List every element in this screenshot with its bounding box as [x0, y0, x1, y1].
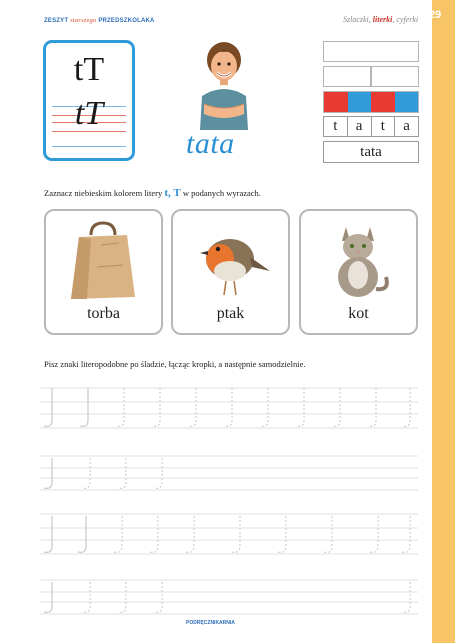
- letter-script: tT: [74, 95, 104, 132]
- guide-line: [52, 146, 126, 147]
- father-illustration: [190, 38, 258, 134]
- letter-cell: a: [403, 118, 410, 134]
- hero-word: tata: [186, 127, 235, 160]
- task-instruction: Pisz znaki literopodobne po śladzie, łącząc kropki, a następnie samodzielnie.: [44, 359, 306, 369]
- sound-cell: [395, 92, 419, 112]
- paper-bag-icon: [61, 219, 146, 301]
- word-box: tata: [323, 141, 419, 163]
- page-side-strip: [432, 0, 455, 643]
- publisher-logo: PODRĘCZNIKARNIA: [186, 620, 235, 626]
- picture-label: kot: [348, 305, 369, 322]
- tracing-area[interactable]: [40, 380, 420, 620]
- picture-label: torba: [87, 305, 120, 322]
- letters-row: [323, 116, 419, 137]
- letter-cell: t: [372, 117, 396, 136]
- picture-card[interactable]: [299, 209, 418, 335]
- letter-cell: t: [324, 117, 348, 136]
- letter-card: [43, 40, 135, 161]
- book-subtitle: Szlaczki, literki, cyferki: [343, 15, 419, 24]
- sound-cell: [348, 92, 372, 112]
- page-number: 29: [429, 9, 442, 21]
- sound-cell: [324, 92, 348, 112]
- picture-card[interactable]: [44, 209, 163, 335]
- answer-box[interactable]: [323, 41, 419, 62]
- cat-icon: [316, 219, 401, 301]
- sound-cell: [371, 92, 395, 112]
- picture-label: ptak: [216, 305, 245, 322]
- series-title: ZESZYT starszego PRZEDSZKOLAKA: [44, 17, 155, 24]
- letter-print: tT: [73, 51, 105, 88]
- sound-color-bar: [323, 91, 419, 113]
- picture-card[interactable]: [171, 209, 290, 335]
- task-instruction: Zaznacz niebieskim kolorem litery t, T w podanych wyrazach.: [44, 187, 261, 199]
- answer-box[interactable]: [323, 66, 371, 87]
- robin-bird-icon: [188, 219, 273, 301]
- letter-cell: a: [348, 117, 372, 136]
- answer-box[interactable]: [371, 66, 419, 87]
